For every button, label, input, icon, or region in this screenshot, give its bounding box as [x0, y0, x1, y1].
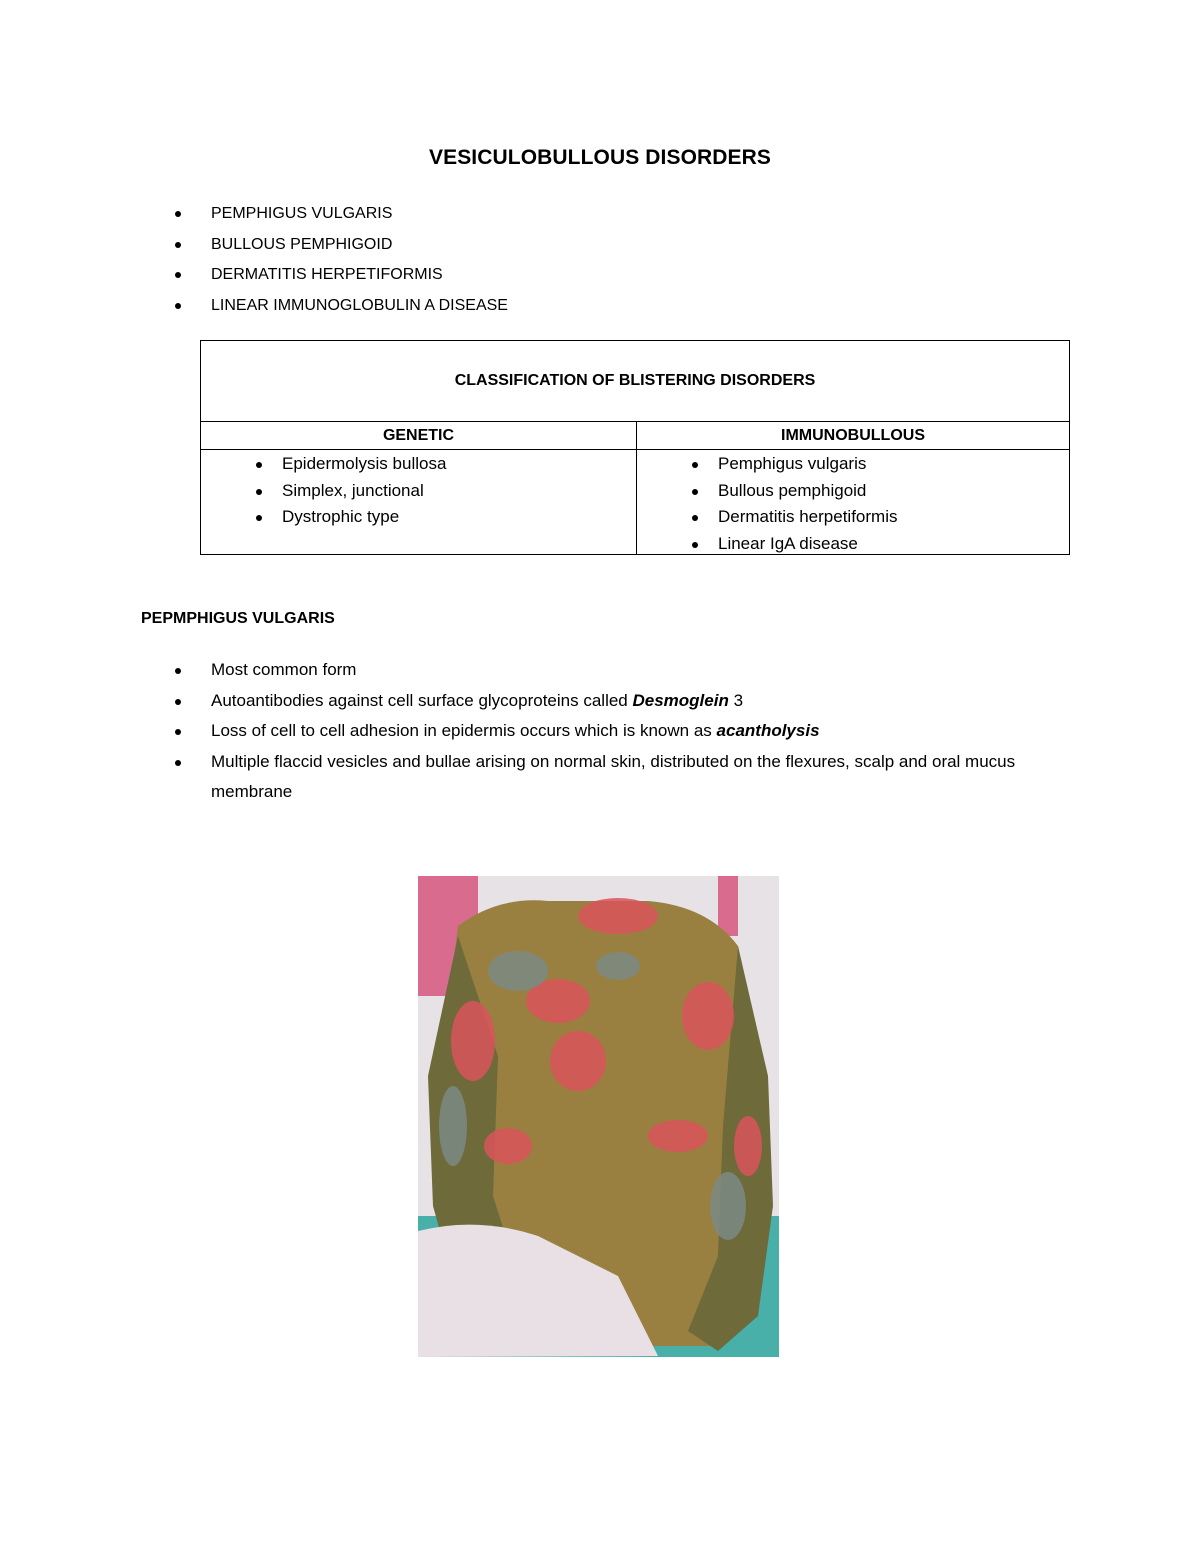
table-header-row	[201, 422, 1069, 450]
section-heading: PEPMPHIGUS VULGARIS	[141, 610, 335, 627]
pemphigus-features-list	[174, 655, 1074, 808]
table-row	[201, 450, 1069, 555]
list-item: DERMATITIS HERPETIFORMIS	[174, 260, 508, 291]
lesion	[734, 1116, 762, 1176]
lesion	[578, 898, 658, 934]
lesion	[596, 952, 640, 980]
disorder-list	[174, 199, 508, 321]
list-item: Pemphigus vulgaris	[693, 451, 898, 478]
list-item: Bullous pemphigoid	[693, 478, 898, 505]
list-item	[174, 686, 1074, 717]
list-item: Linear IgA disease	[693, 531, 898, 558]
lesion	[488, 951, 548, 991]
lesion	[550, 1031, 606, 1091]
clinical-photo	[418, 876, 779, 1357]
item-text: 3	[728, 690, 744, 710]
item-text: Loss of cell to cell adhesion in epidermis occurs which is known as	[211, 721, 717, 740]
genetic-list	[257, 451, 446, 531]
list-item: BULLOUS PEMPHIGOID	[174, 230, 508, 261]
item-text: Most common form	[211, 660, 357, 679]
item-text: Multiple flaccid vesicles and bullae arising on normal skin, distributed on the flexures, scalp and oral mucus membrane	[211, 751, 1016, 801]
list-item: Dystrophic type	[257, 504, 446, 531]
table-title: CLASSIFICATION OF BLISTERING DISORDERS	[201, 341, 1069, 422]
lesion	[439, 1086, 467, 1166]
list-item: PEMPHIGUS VULGARIS	[174, 199, 508, 230]
item-text: Autoantibodies against cell surface glycoproteins called	[211, 690, 633, 710]
lesion	[451, 1001, 495, 1081]
classification-table	[200, 340, 1070, 555]
lesion	[484, 1128, 532, 1164]
list-item: Epidermolysis bullosa	[257, 451, 446, 478]
genetic-cell	[201, 450, 637, 555]
list-item	[174, 716, 1074, 747]
lesion	[710, 1172, 746, 1240]
lesion	[682, 982, 734, 1050]
list-item: Simplex, junctional	[257, 478, 446, 505]
list-item: LINEAR IMMUNOGLOBULIN A DISEASE	[174, 291, 508, 322]
list-item: Dermatitis herpetiformis	[693, 504, 898, 531]
emphasis-term: acantholysis	[716, 721, 820, 740]
column-header-genetic: GENETIC	[201, 422, 637, 449]
list-item	[174, 655, 1074, 686]
list-item	[174, 747, 1074, 808]
patient-photo-illustration	[418, 876, 779, 1357]
column-header-immunobullous: IMMUNOBULLOUS	[781, 426, 925, 444]
curtain-right	[718, 876, 738, 936]
immunobullous-list	[693, 451, 898, 557]
immunobullous-cell	[637, 450, 1069, 555]
emphasis-term: Desmoglein	[632, 690, 729, 710]
lesion	[648, 1120, 708, 1152]
page-title: VESICULOBULLOUS DISORDERS	[428, 146, 772, 169]
